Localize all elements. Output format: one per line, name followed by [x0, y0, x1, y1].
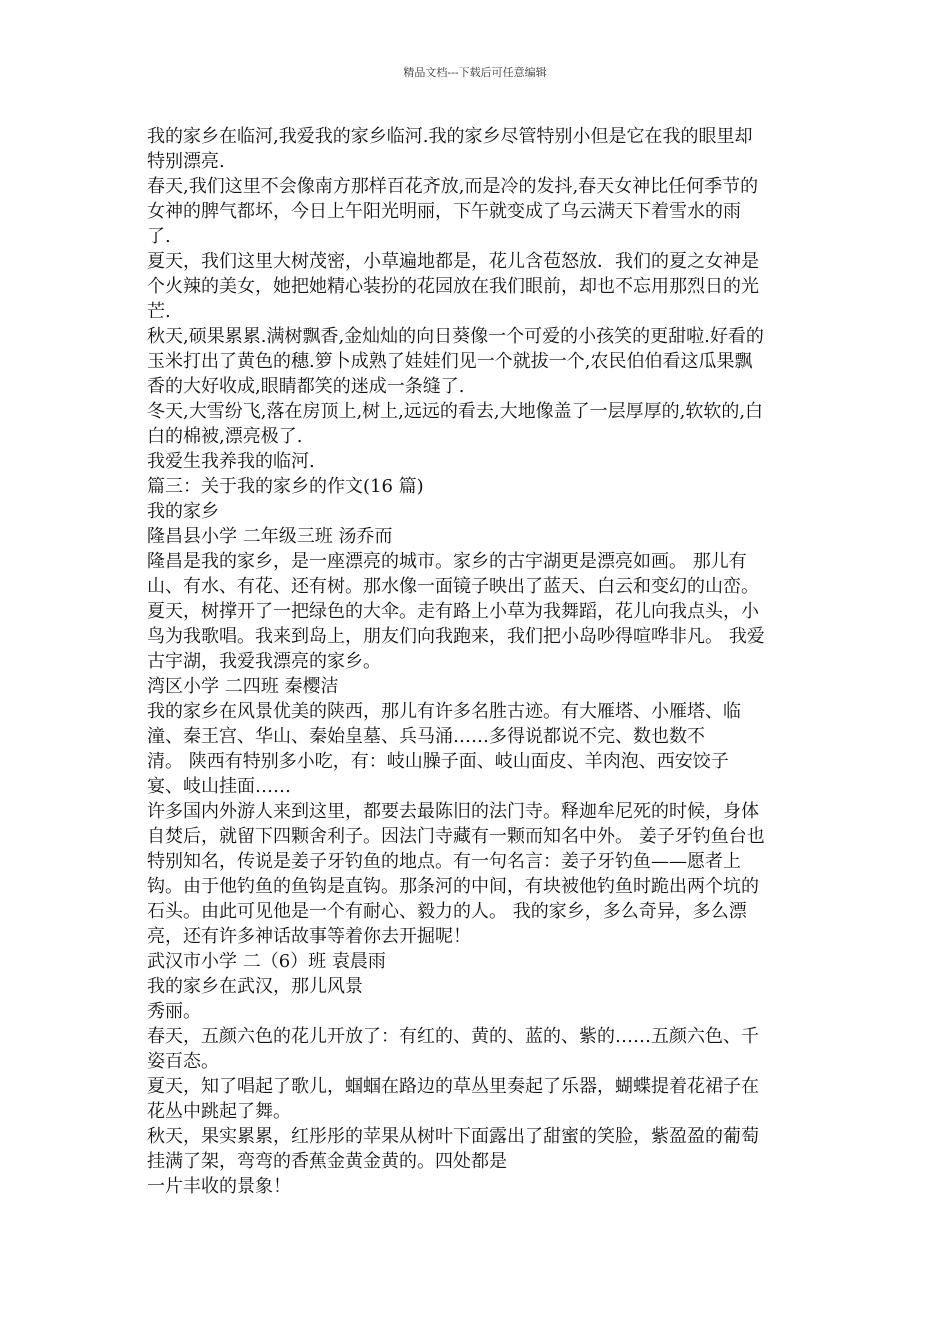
- text-line: 我的家乡在武汉，那儿风景: [147, 976, 363, 997]
- text-line: 女神的脾气都坏，今日上午阳光明丽，下午就变成了乌云满天下着雪水的雨: [147, 201, 741, 222]
- text-line: 特别漂亮.: [147, 151, 225, 172]
- text-line: 秋天,硕果累累.满树飘香,金灿灿的向日葵像一个可爱的小孩笑的更甜啦.好看的: [147, 326, 764, 347]
- text-line: 潼、秦王宫、华山、秦始皇墓、兵马涌……多得说都说不完、数也数不: [147, 726, 705, 747]
- text-line: 山、有水、有花、还有树。那水像一面镜子映出了蓝天、白云和变幻的山峦。: [147, 576, 759, 597]
- text-line: 秋天，果实累累，红彤彤的苹果从树叶下面露出了甜蜜的笑脸，紫盈盈的葡萄: [147, 1126, 759, 1147]
- text-line: 古宇湖，我爱我漂亮的家乡。: [147, 651, 381, 672]
- text-line: 挂满了架，弯弯的香蕉金黄金黄的。四处都是: [147, 1151, 507, 1172]
- text-line: 秀丽。: [147, 1001, 201, 1022]
- text-line: 姿百态。: [147, 1051, 219, 1072]
- text-line: 夏天，我们这里大树茂密，小草遍地都是，花儿含苞怒放．我们的夏之女神是: [147, 251, 759, 272]
- author-line: 隆昌县小学 二年级三班 汤乔而: [147, 526, 393, 547]
- text-line: 冬天,大雪纷飞,落在房顶上,树上,远远的看去,大地像盖了一层厚厚的,软软的,白: [147, 401, 764, 422]
- text-line: 个火辣的美女，她把她精心装扮的花园放在我们眼前，却也不忘用那烈日的光: [147, 276, 759, 297]
- essay-title: 我的家乡: [147, 501, 219, 522]
- text-line: 宴、岐山挂面……: [147, 776, 291, 797]
- text-line: 一片丰收的景象！: [147, 1176, 291, 1197]
- text-line: 了.: [147, 226, 171, 247]
- text-line: 春天,我们这里不会像南方那样百花齐放,而是冷的发抖,春天女神比任何季节的: [147, 176, 759, 197]
- text-line: 香的大好收成,眼睛都笑的迷成一条缝了.: [147, 376, 465, 397]
- text-line: 自焚后，就留下四颗舍利子。因法门寺藏有一颗而知名中外。 姜子牙钓鱼台也: [147, 826, 765, 847]
- text-line: 清。 陕西有特别多小吃，有：岐山臊子面、岐山面皮、羊肉泡、西安饺子: [147, 751, 729, 772]
- text-line: 我的家乡在临河,我爱我的家乡临河.我的家乡尽管特别小但是它在我的眼里却: [147, 126, 753, 147]
- text-line: 石头。由此可见他是一个有耐心、毅力的人。 我的家乡，多么奇异，多么漂: [147, 901, 747, 922]
- author-line: 武汉市小学 二（6）班 袁晨雨: [147, 951, 386, 972]
- text-line: 春天，五颜六色的花儿开放了：有红的、黄的、蓝的、紫的……五颜六色、千: [147, 1026, 759, 1047]
- section-heading: 篇三：关于我的家乡的作文(16 篇): [147, 476, 424, 497]
- text-line: 我的家乡在风景优美的陕西，那儿有许多名胜古迹。有大雁塔、小雁塔、临: [147, 701, 741, 722]
- text-line: 鸟为我歌唱。我来到岛上，朋友们向我跑来，我们把小岛吵得喧哗非凡。 我爱: [147, 626, 765, 647]
- text-line: 玉米打出了黄色的穗.箩卜成熟了娃娃们见一个就拔一个,农民伯伯看这瓜果飘: [147, 351, 753, 372]
- document-body: [147, 124, 807, 1199]
- text-line: 夏天，树撑开了一把绿色的大伞。走有路上小草为我舞蹈，花儿向我点头，小: [147, 601, 759, 622]
- page-header: 精品文档---下载后可任意编辑: [403, 66, 547, 79]
- text-line: 花丛中跳起了舞。: [147, 1101, 291, 1122]
- text-line: 特别知名，传说是姜子牙钓鱼的地点。有一句名言：姜子牙钓鱼——愿者上: [147, 851, 741, 872]
- text-line: 隆昌是我的家乡，是一座漂亮的城市。家乡的古宇湖更是漂亮如画。 那儿有: [147, 551, 747, 572]
- author-line: 湾区小学 二四班 秦樱洁: [147, 676, 339, 697]
- text-line: 许多国内外游人来到这里，都要去最陈旧的法门寺。释迦牟尼死的时候，身体: [147, 801, 759, 822]
- text-line: 钩。由于他钓鱼的鱼钩是直钩。那条河的中间，有块被他钓鱼时跪出两个坑的: [147, 876, 759, 897]
- text-line: 芒.: [147, 301, 171, 322]
- text-line: 白的棉被,漂亮极了.: [147, 426, 303, 447]
- text-line: 我爱生我养我的临河.: [147, 451, 315, 472]
- text-line: 亮，还有许多神话故事等着你去开掘呢！: [147, 926, 471, 947]
- text-line: 夏天，知了唱起了歌儿，蝈蝈在路边的草丛里奏起了乐器，蝴蝶提着花裙子在: [147, 1076, 759, 1097]
